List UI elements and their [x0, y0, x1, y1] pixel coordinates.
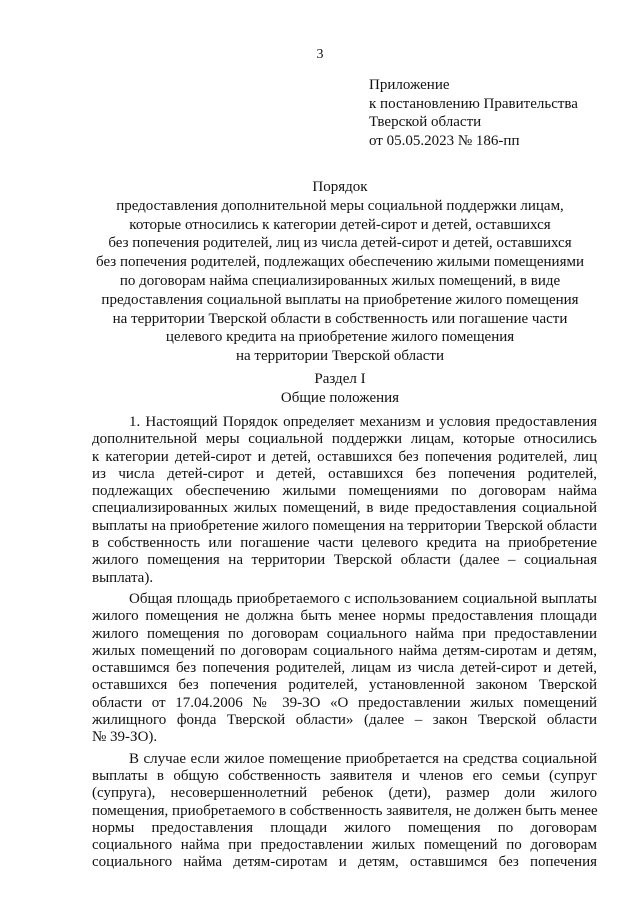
text-line: дополнительной меры социальной поддержки лицам, которые относились: [92, 431, 597, 448]
paragraph-3: [92, 751, 597, 872]
appendix-line: Тверской области: [369, 114, 482, 130]
title-line: целевого кредита на приобретение жилого помещения: [165, 329, 515, 346]
section-name: Общие положения: [280, 390, 400, 406]
text-line: оставшимся без попечения родителей, лицам из числа детей-сирот и детей,: [92, 660, 597, 677]
title-line: предоставления социальной выплаты на приобретение жилого помещения: [101, 291, 579, 308]
text-line: помещения, приобретаемого в собственность заявителя, не должен быть менее: [92, 802, 598, 819]
title-line: на территории Тверской области: [235, 348, 444, 365]
text-line: 1. Настоящий Порядок определяет механизм и условия предоставления: [129, 414, 597, 430]
text-line: выплаты на приобретение жилого помещения на территории Тверской области: [92, 517, 597, 534]
text-line: жилого помещения по договорам социального найма при предоставлении: [92, 625, 597, 642]
title-line: предоставления дополнительной меры социальной поддержки лицам,: [116, 197, 564, 214]
text-line: области от 17.04.2006 № 39-ЗО «О предоставлении жилых помещений: [92, 694, 597, 711]
text-line: жилищного фонда Тверской области» (далее – закон Тверской области: [92, 712, 597, 729]
title-line: на территории Тверской области в собственность или погашение части: [112, 310, 568, 327]
page-number: 3: [316, 47, 324, 62]
text-line: В случае если жилое помещение приобретается на средства социальной: [129, 750, 597, 767]
paragraph-2: [92, 591, 597, 747]
text-line: к категории детей-сирот и детей, оставшихся без попечения родителей, лиц: [92, 448, 597, 465]
appendix-line: Приложение: [369, 77, 450, 93]
title-line: которые относились к категории детей-сирот и детей, оставшихся: [129, 216, 551, 233]
title-line: по договорам найма специализированных жилых помещений, в виде: [119, 272, 561, 289]
section-heading: [40, 370, 640, 408]
title-line: без попечения родителей, подлежащих обеспечению жилыми помещениями: [96, 254, 584, 271]
title-line: без попечения родителей, лиц из числа детей-сирот и детей, оставшихся: [108, 235, 572, 252]
text-line: Общая площадь приобретаемого с использованием социальной выплаты: [129, 590, 597, 607]
section-number: Раздел I: [314, 371, 366, 387]
text-line: выплаты в общую собственность заявителя и членов его семьи (супруг: [92, 767, 597, 784]
text-line: в собственность или погашение части целевого кредита на приобретение: [92, 535, 597, 552]
text-line: социального найма детям-сиротам и детям, оставшимся без попечения: [92, 854, 597, 871]
text-line: выплата).: [92, 569, 154, 586]
text-line: из числа детей-сирот и детей, оставшихся без попечения родителей,: [92, 465, 597, 482]
text-line: жилого помещения на территории Тверской области (далее – социальная: [92, 552, 597, 569]
text-line: нормы предоставления площади жилого помещения по договорам: [92, 819, 597, 836]
text-line: подлежащих обеспечению жилыми помещениями по договорам найма: [92, 483, 597, 500]
appendix-line: от 05.05.2023 № 186-пп: [369, 132, 520, 149]
paragraph-1: [92, 414, 597, 587]
text-line: социального найма при предоставлении жилых помещений по договорам: [92, 837, 597, 854]
text-line: (супруга), несовершеннолетний ребенок (дети), размер доли жилого: [92, 785, 597, 802]
text-line: специализированных жилых помещений, в виде предоставления социальной: [92, 500, 597, 517]
text-line: оставшихся без попечения родителей, установленной законом Тверской: [92, 677, 597, 694]
document-body: [92, 414, 597, 876]
text-line: жилых помещений по договорам социального найма детям-сиротам и детям,: [92, 642, 597, 659]
text-line: жилого помещения не должна быть менее нормы предоставления площади: [92, 608, 597, 625]
text-line: № 39-ЗО).: [92, 729, 158, 746]
title-line: Порядок: [312, 179, 368, 195]
appendix-line: к постановлению Правительства: [369, 95, 578, 112]
appendix-header: [369, 76, 629, 150]
document-title: [40, 178, 640, 366]
